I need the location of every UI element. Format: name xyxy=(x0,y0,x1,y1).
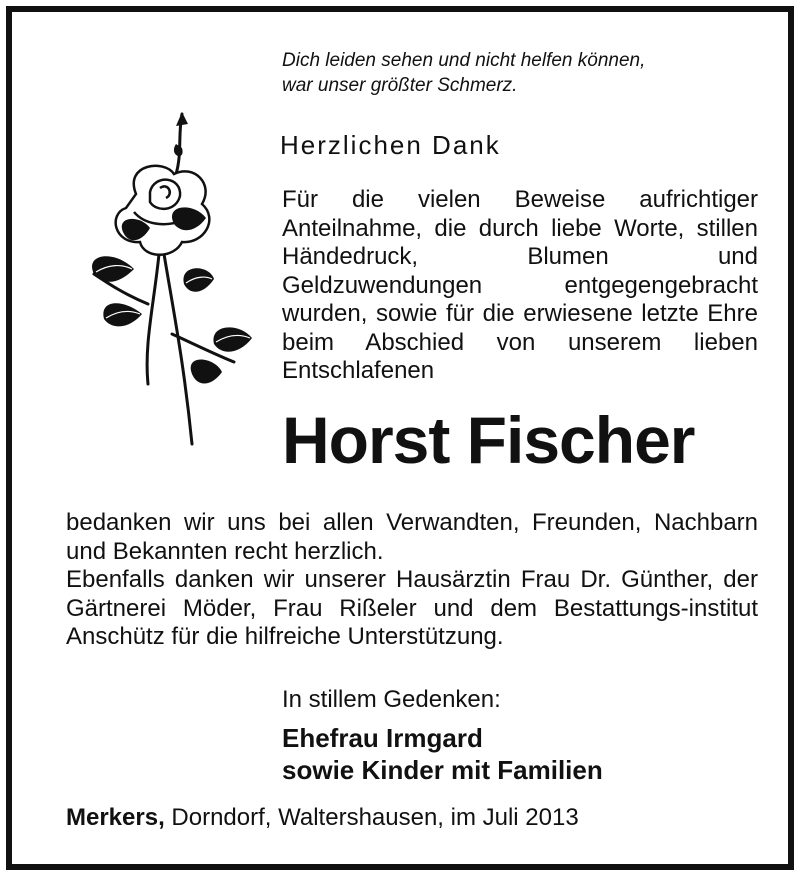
place-bold: Merkers, xyxy=(66,804,165,831)
thanks-paragraph-1: bedanken wir uns bei allen Verwandten, Freunden, Nachbarn und Bekannten recht herzlich. xyxy=(66,509,758,565)
family-line-1: Ehefrau Irmgard xyxy=(282,723,483,753)
place-rest: Dorndorf, Waltershausen, im Juli 2013 xyxy=(164,804,579,831)
obituary-card xyxy=(6,6,794,870)
thanks-heading: Herzlichen Dank xyxy=(280,130,501,160)
thanks-body xyxy=(66,509,758,652)
place-date-line xyxy=(66,804,579,832)
deceased-name: Horst Fischer xyxy=(282,403,695,477)
rose-icon xyxy=(64,104,264,464)
motto-line-1: Dich leiden sehen und nicht helfen können, xyxy=(282,50,646,71)
family-signature xyxy=(282,722,603,786)
remembrance-line: In stillem Gedenken: xyxy=(282,686,501,713)
thanks-paragraph-2: Ebenfalls danken wir unserer Hausärztin Frau Dr. Günther, der Gärtnerei Möder, Frau Rißeler und dem Bestattungs-institut Anschütz für die hilfreiche Unterstützung. xyxy=(66,566,758,650)
motto-quote xyxy=(282,48,782,98)
intro-paragraph: Für die vielen Beweise aufrichtiger Anteilnahme, die durch liebe Worte, stillen Händedruck, Blumen und Geldzuwendungen entgegengebracht wurden, sowie für die erwiesene letzte Ehre beim Abschied von unserem lieben Entschlafenen xyxy=(282,186,758,384)
family-line-2: sowie Kinder mit Familien xyxy=(282,755,603,785)
motto-line-2: war unser größter Schmerz. xyxy=(282,75,518,96)
